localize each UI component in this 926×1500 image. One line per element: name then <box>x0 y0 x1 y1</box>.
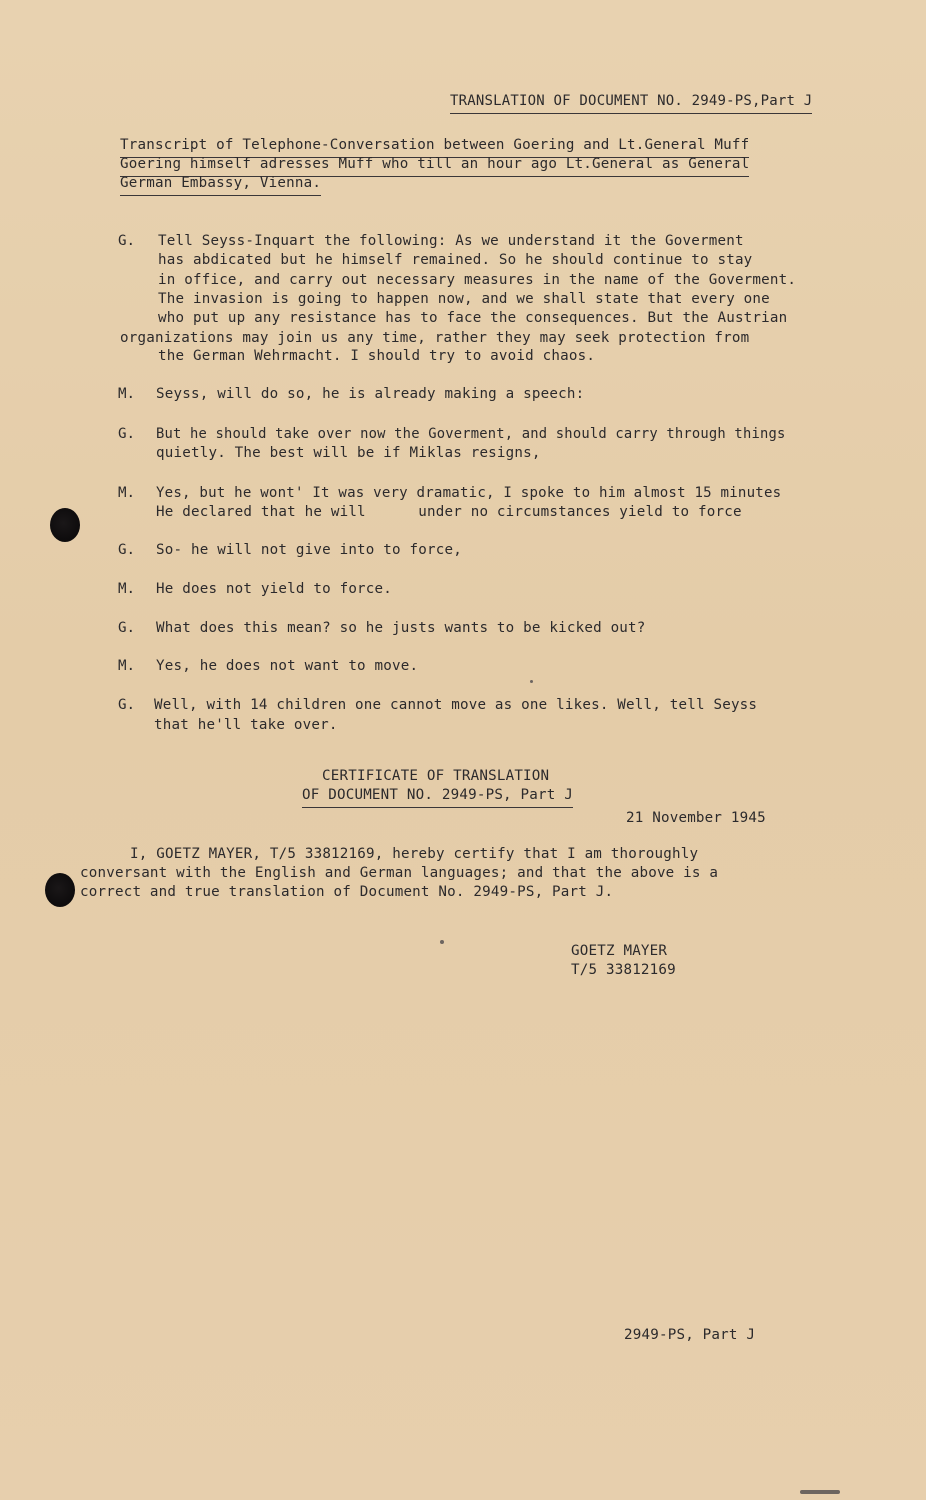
punch-hole <box>50 508 80 542</box>
ink-speck <box>530 680 533 683</box>
dialogue-line: the German Wehrmacht. I should try to avoid chaos. <box>158 348 596 364</box>
dialogue-line: who put up any resistance has to face the consequences. But the Austrian <box>158 310 788 326</box>
intro-line-1: Transcript of Telephone-Conversation between Goering and Lt.General Muff <box>120 136 749 158</box>
dialogue-line: Well, with 14 children one cannot move as one likes. Well, tell Seyss <box>154 697 758 713</box>
certificate-body-line: correct and true translation of Document No. 2949-PS, Part J. <box>80 884 614 900</box>
dialogue-line: Yes, but he wont' It was very dramatic, I spoke to him almost 15 minutes <box>156 485 782 501</box>
dialogue-line: He declared that he will under no circumstances yield to force <box>156 504 742 520</box>
signer-id: T/5 33812169 <box>571 962 676 978</box>
certificate-body-line: I, GOETZ MAYER, T/5 33812169, hereby certify that I am thoroughly <box>130 846 699 862</box>
dialogue-line: But he should take over now the Goverment, and should carry through things <box>156 426 786 442</box>
speaker-label: M. <box>118 581 136 597</box>
dialogue-line: So- he will not give into to force, <box>156 542 462 558</box>
certificate-title: CERTIFICATE OF TRANSLATION <box>322 768 550 784</box>
dialogue-line: quietly. The best will be if Miklas resigns, <box>156 445 541 461</box>
dialogue-line: has abdicated but he himself remained. So he should continue to stay <box>158 252 753 268</box>
certificate-subtitle: OF DOCUMENT NO. 2949-PS, Part J <box>302 786 573 808</box>
speaker-label: G. <box>118 697 136 713</box>
dialogue-line: organizations may join us any time, rather they may seek protection from <box>120 330 750 346</box>
dialogue-line: that he'll take over. <box>154 717 338 733</box>
signer-name: GOETZ MAYER <box>571 943 668 959</box>
dialogue-line: He does not yield to force. <box>156 581 393 597</box>
dialogue-line: The invasion is going to happen now, and we shall state that every one <box>158 291 770 307</box>
dialogue-line: Tell Seyss-Inquart the following: As we understand it the Goverment <box>158 233 744 249</box>
footer-doc-ref: 2949-PS, Part J <box>624 1327 756 1343</box>
intro-line-2: Goering himself adresses Muff who till an hour ago Lt.General as General <box>120 155 749 177</box>
speaker-label: M. <box>118 485 136 501</box>
speaker-label: M. <box>118 658 136 674</box>
speaker-label: G. <box>118 620 136 636</box>
dialogue-line: What does this mean? so he justs wants to be kicked out? <box>156 620 646 636</box>
dialogue-line: Seyss, will do so, he is already making a speech: <box>156 386 585 402</box>
dialogue-line: in office, and carry out necessary measures in the name of the Goverment. <box>158 272 797 288</box>
speaker-label: G. <box>118 233 136 249</box>
dialogue-line: Yes, he does not want to move. <box>156 658 419 674</box>
document-title: TRANSLATION OF DOCUMENT NO. 2949-PS,Part J <box>450 92 812 114</box>
certificate-body-line: conversant with the English and German languages; and that the above is a <box>80 865 719 881</box>
speaker-label: G. <box>118 542 136 558</box>
speaker-label: G. <box>118 426 136 442</box>
ink-speck <box>440 940 444 944</box>
certificate-date: 21 November 1945 <box>626 810 766 826</box>
speaker-label: M. <box>118 386 136 402</box>
punch-hole <box>45 873 75 907</box>
intro-line-3: German Embassy, Vienna. <box>120 174 321 196</box>
ink-speck <box>800 1490 840 1494</box>
